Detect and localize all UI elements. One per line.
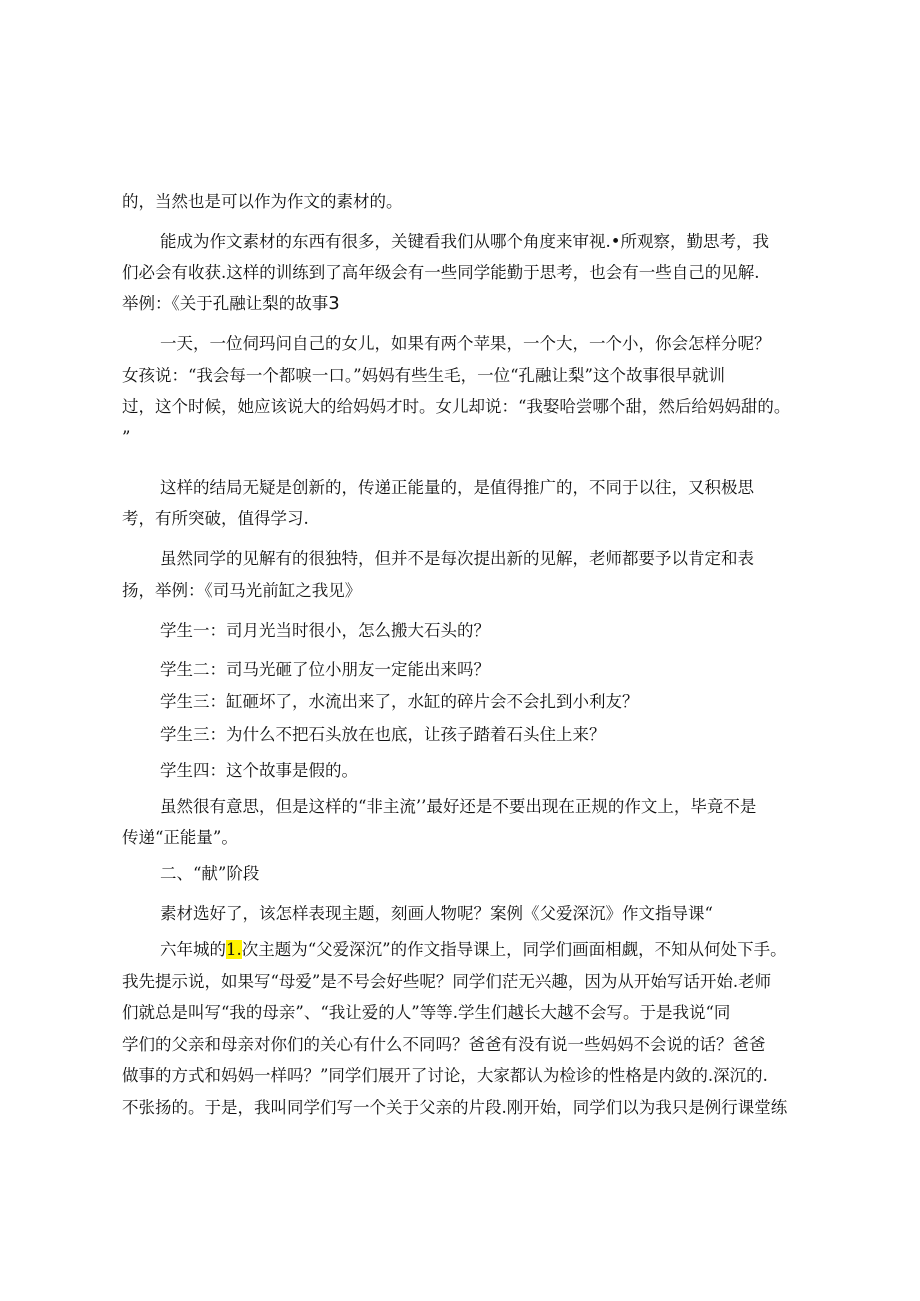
text-line: 一天，一位伺玛问自己的女儿，如果有两个苹果，一个大，一个小，你会怎样分呢？ [160,334,771,353]
text-run: 次主题为“父爱深沉”的作文指导课上，同学们画面相觑，不知从何处下手。 [241,940,787,959]
text-line: 虽然同学的见解有的很独特，但并不是每次提出新的见解，老师都要予以肯定和表 [160,549,754,568]
highlighted-number: 1. [226,940,242,959]
section-heading: 二、“献”阶段 [160,864,260,883]
text-line [160,934,805,965]
text-line: 女孩说：“我会每一个都唳一口。”妈妈有些生毛，一位“孔融让梨”这个故事很早就训 [122,366,725,385]
text-line: 这样的结局无疑是创新的，传递正能量的，是值得推广的，不同于以往，又积极思 [160,478,754,497]
text-line: 传递“正能量”。 [122,828,238,847]
text-run: 六年城的 [160,940,226,959]
text-line: 做事的方式和妈妈一样吗？”同学们展开了讨论，大家都认为检诊的性格是内敛的.深沉的. [122,1066,768,1085]
text-line: ” [122,428,131,447]
text-line: 学生三：为什么不把石头放在也底，让孩子踏着石头住上来？ [160,725,606,744]
text-line: 学们的父亲和母亲对你们的关心有什么不同吗？爸爸有没有说一些妈妈不会说的话？爸爸 [122,1035,766,1054]
text-line: 不张扬的。于是，我叫同学们写一个关于父亲的片段.刚开始，同学们以为我只是例行课堂练 [122,1098,788,1117]
text-line: 扬，举例：《司马光前缸之我见》 [122,581,362,600]
text-line: 学生三：缸砸坏了，水流出来了，水缸的碎片会不会扎到小利友？ [160,692,639,711]
text-line [122,288,802,319]
text-line: 的，当然也是可以作为作文的素材的。 [122,192,403,211]
text-line: 过，这个时候，她应该说大的给妈妈才时。女儿却说：“我娶哈尝哪个甜，然后给妈妈甜的。 [122,397,791,416]
text-line: 素材选好了，该怎样表现主题，刻画人物呢？案例《父爱深沉》作文指导课“ [160,904,713,923]
text-line: 们必会有收获.这样的训练到了高年级会有一些同学能勤于思考，也会有一些自己的见解. [122,263,760,282]
text-line: 能成为作文素材的东西有很多，关键看我们从哪个角度来审视.•所观察，勤思考，我 [160,232,769,251]
text-line: 虽然很有意思，但是这样的“非主流’’最好还是不要出现在正规的作文上，毕竟不是 [160,797,757,816]
text-line: 学生二：司马光砸了位小朋友一定能出来吗？ [160,660,490,679]
text-line: 考，有所突破，值得学习. [122,509,309,528]
text-line: 学生四：这个故事是假的。 [160,761,358,780]
text-line: 我先提示说，如果写“母爱”是不号会好些呢？同学们茫无兴趣，因为从开始写话开始.老师 [122,972,772,991]
text-line: 学生一：司月光当时很小，怎么搬大石头的？ [160,621,490,640]
text-run: 举例：《关于孔融让梨的故事 [122,294,329,313]
text-run: 3 [328,293,340,314]
text-line: 们就总是叫写“我的母亲”、“我让爱的人”等等.学生们越长大越不会写。于是我说“同 [122,1003,731,1022]
